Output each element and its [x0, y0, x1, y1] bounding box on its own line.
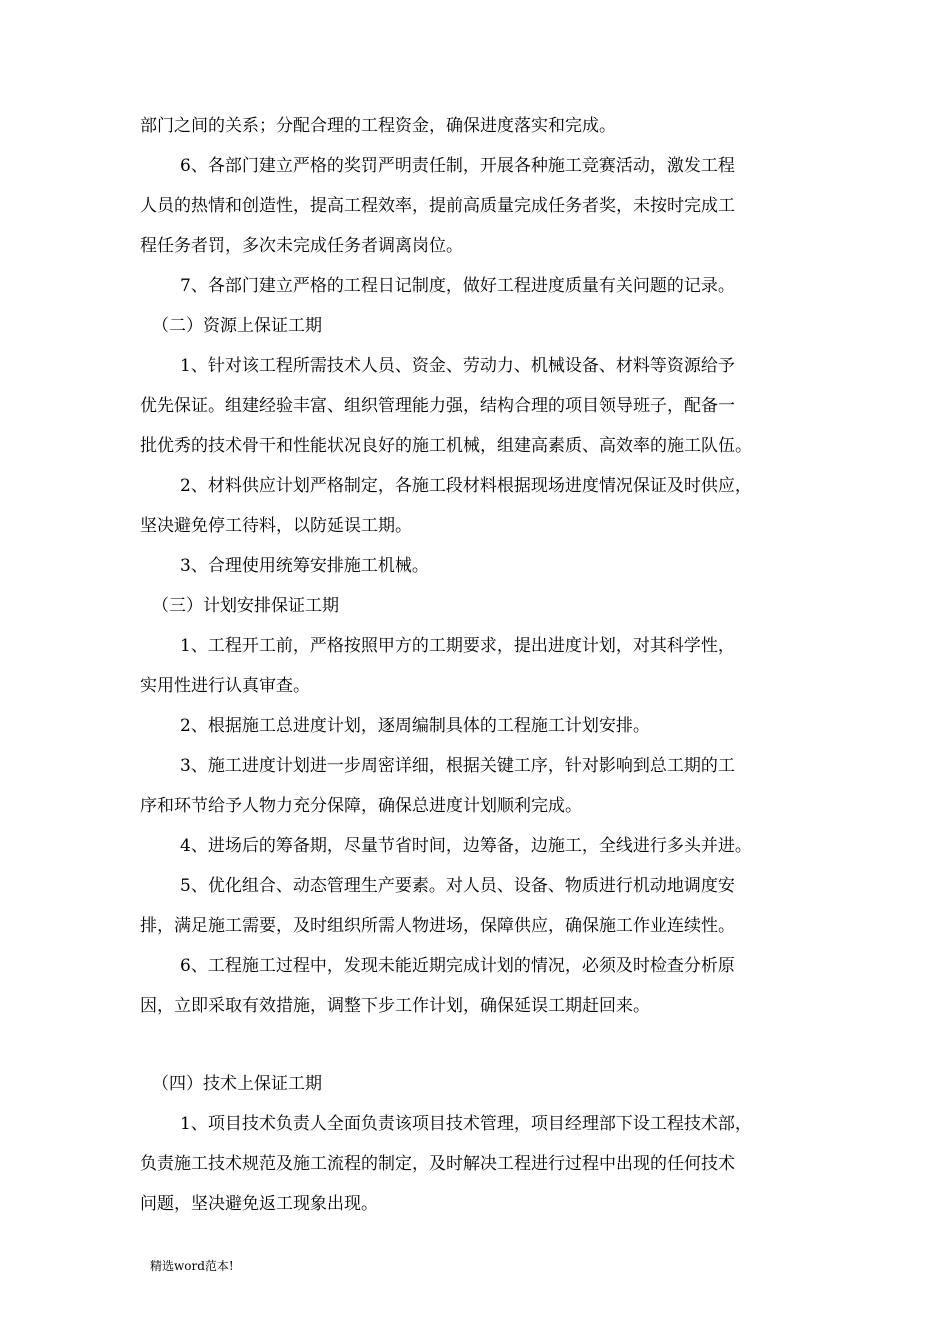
paragraph-line: 序和环节给予人物力充分保障，确保总进度计划顺利完成。	[140, 796, 582, 816]
paragraph-line: 优先保证。组建经验丰富、组织管理能力强，结构合理的项目领导班子，配备一	[140, 396, 735, 416]
paragraph-gap	[140, 1026, 820, 1064]
page-footer: 精选word范本!	[150, 1259, 234, 1273]
paragraph-line: 实用性进行认真审查。	[140, 676, 310, 696]
paragraph-line: 1、针对该工程所需技术人员、资金、劳动力、机械设备、材料等资源给予	[180, 356, 735, 376]
paragraph-line: 6、工程施工过程中，发现未能近期完成计划的情况，必须及时检查分析原	[180, 956, 735, 976]
paragraph-line: 问题，坚决避免返工现象出现。	[140, 1194, 378, 1214]
paragraph-line: 因，立即采取有效措施，调整下步工作计划，确保延误工期赶回来。	[140, 996, 650, 1016]
paragraph-line: 坚决避免停工待料，以防延误工期。	[140, 516, 412, 536]
paragraph-line: 负责施工技术规范及施工流程的制定，及时解决工程进行过程中出现的任何技术	[140, 1154, 735, 1174]
section-heading: （四）技术上保证工期	[152, 1074, 322, 1094]
paragraph-line: 3、施工进度计划进一步周密详细，根据关键工序，针对影响到总工期的工	[180, 756, 735, 776]
section-heading: （三）计划安排保证工期	[152, 596, 339, 616]
paragraph-line: 6、各部门建立严格的奖罚严明责任制，开展各种施工竞赛活动，激发工程	[180, 156, 735, 176]
paragraph-line: 人员的热情和创造性，提高工程效率，提前高质量完成任务者奖，未按时完成工	[140, 196, 735, 216]
paragraph-line: 排，满足施工需要，及时组织所需人物进场，保障供应，确保施工作业连续性。	[140, 916, 735, 936]
paragraph-line: 1、项目技术负责人全面负责该项目技术管理，项目经理部下设工程技术部，	[180, 1114, 752, 1134]
paragraph-line: 2、材料供应计划严格制定，各施工段材料根据现场进度情况保证及时供应，	[180, 476, 752, 496]
paragraph-line: 1、工程开工前，严格按照甲方的工期要求，提出进度计划，对其科学性，	[180, 636, 735, 656]
section-heading: （二）资源上保证工期	[152, 316, 322, 336]
paragraph-line: 程任务者罚，多次未完成任务者调离岗位。	[140, 236, 463, 256]
paragraph-line: 部门之间的关系；分配合理的工程资金，确保进度落实和完成。	[140, 116, 616, 136]
paragraph-line: 3、合理使用统筹安排施工机械。	[180, 556, 429, 576]
paragraph-line: 4、进场后的筹备期，尽量节省时间，边筹备，边施工，全线进行多头并进。	[180, 836, 752, 856]
paragraph-line: 批优秀的技术骨干和性能状况良好的施工机械，组建高素质、高效率的施工队伍。	[140, 436, 752, 456]
paragraph-line: 7、各部门建立严格的工程日记制度，做好工程进度质量有关问题的记录。	[180, 276, 735, 296]
document-body	[140, 106, 820, 1224]
paragraph-line: 5、优化组合、动态管理生产要素。对人员、设备、物质进行机动地调度安	[180, 876, 735, 896]
paragraph-line: 2、根据施工总进度计划，逐周编制具体的工程施工计划安排。	[180, 716, 650, 736]
